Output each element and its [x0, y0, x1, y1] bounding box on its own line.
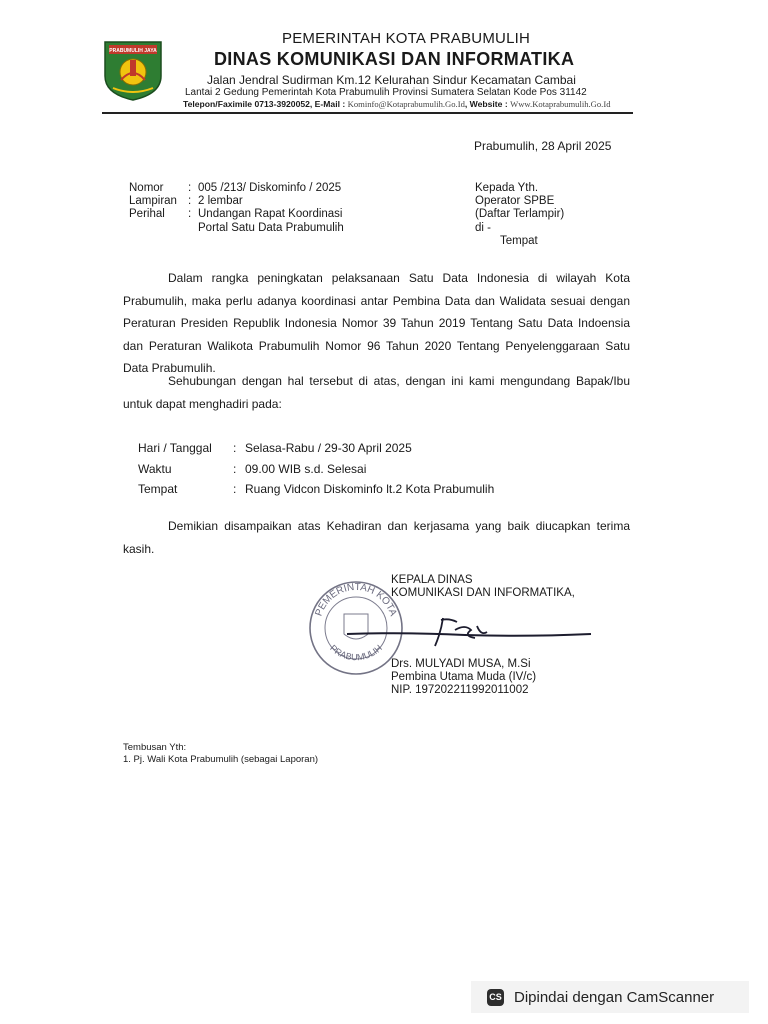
perihal-value-1: Undangan Rapat Koordinasi — [198, 208, 343, 221]
meta-lampiran — [129, 195, 344, 208]
schedule-block — [138, 438, 494, 500]
letterhead-address-2: Lantai 2 Gedung Pemerintah Kota Prabumulih Provinsi Sumatera Selatan Kode Pos 31142 — [185, 87, 587, 98]
recipient-note: (Daftar Terlampir) — [475, 208, 565, 221]
meta-perihal-cont — [129, 222, 344, 235]
contact-phone: Telepon/Faximile 0713-3920052, E-Mail : — [183, 99, 346, 109]
day-value: Selasa-Rabu / 29-30 April 2025 — [245, 441, 412, 455]
paragraph-text: Dalam rangka peningkatan pelaksanaan Satu Data Indonesia di wilayah Kota Prabumulih, maka perlu adanya koordinasi antar Pembina Data dan Walidata sesuai dengan Peraturan Presiden Republik Indonesia Nomor 39 Tahun 2019 Tentang Satu Data Indoensia dan Peraturan Walikota Prabumulih Nomor 96 Tahun 2020 Tentang Penyelenggaraan Satu Data Prabumulih. — [123, 271, 630, 375]
body-paragraph-3 — [123, 515, 630, 560]
letterhead-divider — [102, 112, 633, 114]
body-paragraph-2 — [123, 370, 630, 415]
schedule-time — [138, 459, 494, 480]
contact-website-label: , Website : — [464, 99, 508, 109]
cc-item: 1. Pj. Wali Kota Prabumulih (sebagai Laporan) — [123, 753, 319, 765]
letter-date: Prabumulih, 28 April 2025 — [474, 139, 612, 153]
signer-title-2: KOMUNIKASI DAN INFORMATIKA, — [391, 587, 575, 599]
schedule-place — [138, 479, 494, 500]
camscanner-icon: CS — [487, 989, 504, 1006]
contact-website: Www.Kotaprabumulih.Go.Id — [510, 99, 611, 109]
meta-perihal — [129, 208, 344, 221]
place-label: Tempat — [138, 482, 178, 496]
stamp-top-text: PEMERINTAH KOTA — [313, 581, 399, 618]
letterhead-address: Jalan Jendral Sudirman Km.12 Kelurahan Sindur Kecamatan Cambai — [207, 73, 576, 87]
watermark-text: Dipindai dengan CamScanner — [514, 988, 715, 1006]
signature-block — [391, 574, 575, 697]
nomor-value: 005 /213/ Diskominfo / 2025 — [198, 182, 342, 194]
signer-title-1: KEPALA DINAS — [391, 574, 473, 586]
colon: : — [188, 195, 192, 208]
colon: : — [233, 482, 237, 496]
perihal-value-2: Portal Satu Data Prabumulih — [198, 221, 344, 234]
letter-meta — [129, 182, 344, 235]
letterhead-government: PEMERINTAH KOTA PRABUMULIH — [282, 30, 531, 47]
letterhead-agency: DINAS KOMUNIKASI DAN INFORMATIKA — [214, 49, 575, 69]
stamp-bottom-text: PRABUMULIH — [328, 642, 384, 663]
time-value: 09.00 WIB s.d. Selesai — [245, 461, 367, 476]
colon: : — [188, 182, 192, 194]
paragraph-text: Sehubungan dengan hal tersebut di atas, dengan ini kami mengundang Bapak/Ibu untuk dapat menghadiri pada: — [123, 374, 630, 411]
letterhead-contact — [183, 99, 611, 109]
signer-nip: NIP. 197202211992011002 — [391, 684, 529, 696]
recipient-di: di - — [475, 221, 491, 234]
paragraph-text: Demikian disampaikan atas Kehadiran dan kerjasama yang baik diucapkan terima kasih. — [123, 519, 630, 556]
recipient-greeting: Kepada Yth. — [475, 182, 539, 194]
meta-nomor — [129, 182, 344, 195]
signer-name: Drs. MULYADI MUSA, M.Si — [391, 658, 531, 670]
place-value: Ruang Vidcon Diskominfo lt.2 Kota Prabumulih — [245, 482, 495, 496]
contact-email: Kominfo@Kotaprabumulih.Go.Id — [347, 99, 465, 109]
recipient-place: Tempat — [500, 234, 538, 247]
schedule-day — [138, 438, 494, 459]
signer-rank: Pembina Utama Muda (IV/c) — [391, 671, 537, 683]
perihal-label: Perihal — [129, 208, 165, 221]
nomor-label: Nomor — [129, 182, 164, 194]
city-logo — [101, 36, 165, 102]
colon: : — [233, 441, 237, 455]
scanner-watermark — [471, 981, 749, 1013]
carbon-copy — [123, 742, 318, 765]
body-paragraph-1 — [123, 267, 630, 380]
logo-text: PRABUMULIH JAYA — [109, 48, 157, 54]
colon: : — [233, 461, 237, 476]
recipient-name: Operator SPBE — [475, 195, 555, 208]
day-label: Hari / Tanggal — [138, 441, 212, 455]
time-label: Waktu — [138, 461, 172, 476]
cc-label: Tembusan Yth: — [123, 742, 187, 753]
lampiran-label: Lampiran — [129, 195, 177, 208]
lampiran-value: 2 lembar — [198, 195, 243, 208]
colon: : — [188, 208, 192, 221]
recipient-block — [475, 182, 564, 248]
